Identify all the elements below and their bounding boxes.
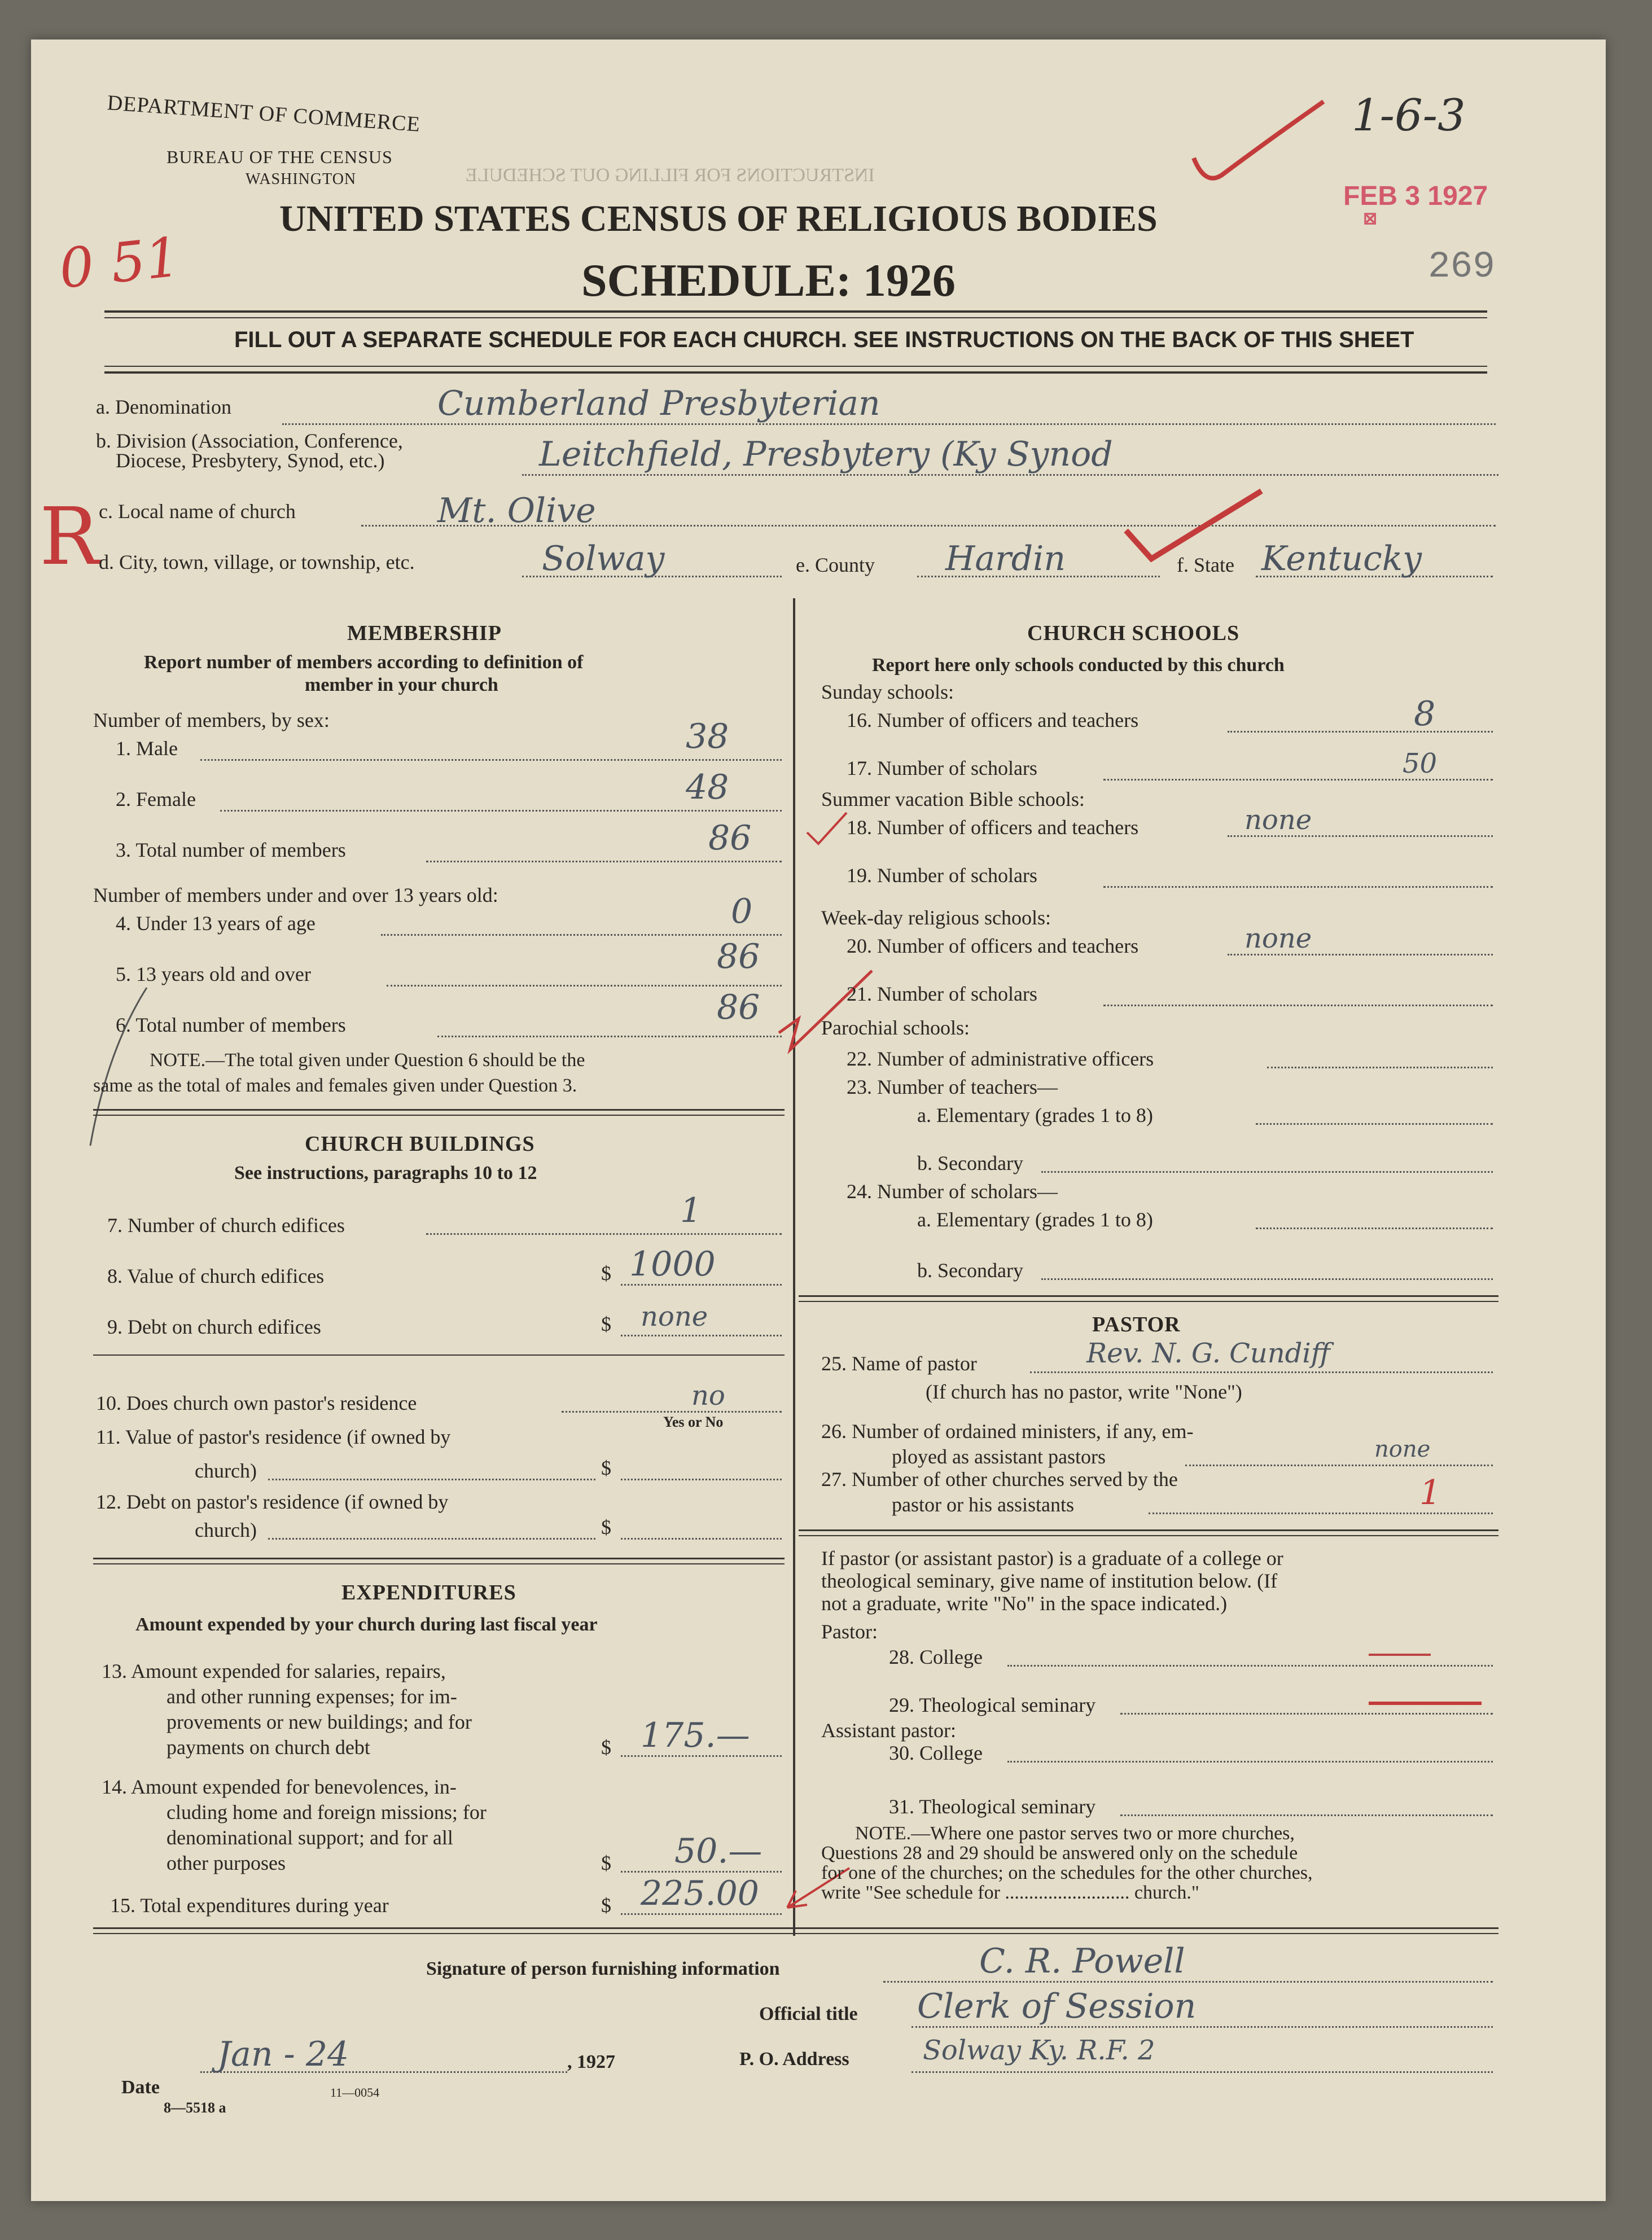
q11-label: 11. Value of pastor's residence (if owned by [96,1426,451,1448]
q27-value[interactable]: 1 [1419,1473,1441,1513]
date-value[interactable]: Jan - 24 [217,2035,349,2074]
membership-note-2: same as the total of males and females given under Question 3. [93,1075,577,1096]
red-checkmark-icon [1182,90,1329,186]
column-divider [793,598,795,1936]
fill-line [1007,1761,1493,1763]
q7-label: 7. Number of church edifices [107,1214,345,1237]
q25-hint: (If church has no pastor, write "None") [926,1380,1242,1403]
fill-line [220,810,782,812]
rule [799,1295,1498,1297]
q20-value[interactable]: none [1245,923,1312,954]
q30-label: 30. College [889,1742,983,1764]
fill-line [426,1233,782,1235]
pastor-note-2: Questions 28 and 29 should be answered only on the schedule [821,1843,1298,1864]
q25-label: 25. Name of pastor [821,1352,977,1375]
address-label: P. O. Address [739,2049,849,2070]
q4-under13-value[interactable]: 0 [731,892,753,931]
fill-line [1228,731,1493,733]
fill-line [912,2026,1493,2028]
date-year: , 1927 [567,2051,615,2072]
reverse-show-through: INSTRUCTIONS FOR FILLING OUT SCHEDULE [466,165,875,186]
dept-line-1: DEPARTMENT OF COMMERCE [106,91,422,137]
instruction-banner: FILL OUT A SEPARATE SCHEDULE FOR EACH CHURCH. SEE INSTRUCTIONS ON THE BACK OF THIS SHEET [234,327,1414,352]
q17-value[interactable]: 50 [1403,748,1438,779]
dollar-sign: $ [601,1894,611,1917]
q16-label: 16. Number of officers and teachers [847,709,1139,731]
rule [799,1529,1498,1531]
pastor-heading: PASTOR [1092,1313,1181,1336]
date-label: Date [121,2077,160,2098]
fill-line [268,1479,595,1480]
q27-label: 27. Number of other churches served by the [821,1468,1178,1491]
expenditures-heading: EXPENDITURES [341,1581,516,1605]
q3-label: 3. Total number of members [116,839,346,861]
division-value[interactable]: Leitchfield, Presbytery (Ky Synod [539,435,1113,474]
q25-pastor-name[interactable]: Rev. N. G. Cundiff [1086,1338,1330,1369]
fill-line [1007,1665,1493,1667]
fill-line [1120,1713,1493,1715]
fill-line [621,1913,782,1915]
rule [104,310,1487,313]
dollar-sign: $ [601,1457,611,1479]
q18-value[interactable]: none [1245,804,1312,836]
fill-line [621,1755,782,1757]
rule [93,1558,785,1559]
q13-label-4: payments on church debt [166,1736,370,1759]
q12-label-2: church) [195,1519,257,1541]
q6-label: 6. Total number of members [116,1014,346,1036]
census-schedule-sheet [31,40,1606,2201]
membership-intro-2: member in your church [305,674,498,695]
q14-label-4: other purposes [166,1852,286,1874]
pastor-subheading: Pastor: [821,1620,878,1643]
q1-male-value[interactable]: 38 [686,717,729,756]
dollar-sign: $ [601,1516,611,1538]
official-title-label: Official title [759,2004,858,2024]
fill-line [883,1981,1493,1983]
schools-intro: Report here only schools conducted by this church [872,655,1285,676]
buildings-intro: See instructions, paragraphs 10 to 12 [234,1163,537,1183]
graduate-note: If pastor (or assistant pastor) is a graduate of a college or [821,1547,1283,1570]
fill-line [621,1871,782,1873]
fill-line [1120,1814,1493,1816]
q26-label: 26. Number of ordained ministers, if any, em- [821,1420,1194,1443]
q20-label: 20. Number of officers and teachers [847,935,1139,957]
q22-label: 22. Number of administrative officers [847,1047,1154,1070]
q18-label: 18. Number of officers and teachers [847,816,1139,839]
q23-label: 23. Number of teachers— [847,1076,1058,1098]
fill-line [381,934,782,936]
state-label: f. State [1177,554,1234,576]
red-tick-icon [804,810,849,849]
q2-female-value[interactable]: 48 [686,768,729,807]
received-date-stamp: FEB 3 1927 [1343,181,1488,211]
q5-over13-value[interactable]: 86 [717,937,760,976]
fill-line [621,1538,782,1540]
yes-no-hint: Yes or No [663,1414,724,1430]
strike-mark [1369,1702,1482,1705]
schools-heading: CHURCH SCHOOLS [1027,621,1240,645]
filing-number: 269 [1428,246,1495,288]
rule [104,317,1487,318]
q13-label: 13. Amount expended for salaries, repairs, [102,1660,446,1682]
fill-line [426,861,782,862]
hand-code-left: 0 51 [56,225,183,301]
age-intro: Number of members under and over 13 years old: [93,884,498,906]
fill-line [1041,1278,1493,1280]
denomination-value[interactable]: Cumberland Presbyterian [437,384,880,423]
q19-label: 19. Number of scholars [847,864,1037,887]
fill-line [1256,1228,1493,1229]
dept-line-3: WASHINGTON [246,170,357,188]
q1-label: 1. Male [116,737,178,760]
stamp-mark: ⊠ [1363,209,1378,228]
q10-value[interactable]: no [691,1380,725,1411]
pastor-note: NOTE.—Where one pastor serves two or more churches, [855,1823,1295,1844]
q4-label: 4. Under 13 years of age [116,912,315,935]
rule [799,1535,1498,1536]
division-label-2: Diocese, Presbytery, Synod, etc.) [116,449,385,472]
pastor-note-4: write "See schedule for .......................... church." [821,1882,1199,1903]
print-number: 11—0054 [330,2085,380,2099]
dept-line-2: BUREAU OF THE CENSUS [166,147,393,167]
fill-line [1030,1371,1493,1373]
pencil-bracket-mark [85,982,152,1151]
q31-label: 31. Theological seminary [889,1795,1096,1818]
q12-label: 12. Debt on pastor's residence (if owned by [96,1491,449,1513]
graduate-note-3: not a graduate, write "No" in the space indicated.) [821,1592,1228,1615]
q21-label: 21. Number of scholars [847,983,1037,1005]
q16-value[interactable]: 8 [1414,694,1436,734]
city-label: d. City, town, village, or township, etc. [99,551,415,573]
by-sex-label: Number of members, by sex: [93,709,330,731]
q8-label: 8. Value of church edifices [107,1265,325,1287]
rule [93,1927,1498,1929]
q29-label: 29. Theological seminary [889,1694,1096,1716]
q13-value[interactable]: 175.— [641,1716,750,1755]
dollar-sign: $ [601,1262,611,1285]
q27-label-2: pastor or his assistants [892,1493,1074,1516]
q26-label-2: ployed as assistant pastors [892,1445,1106,1468]
rule [93,1354,785,1356]
fill-line [268,1538,595,1540]
fill-line [621,1284,782,1286]
form-number: 8—5518 a [164,2099,226,2116]
division-label: b. Division (Association, Conference, [96,429,403,452]
address-value[interactable]: Solway Ky. R.F. 2 [923,2035,1155,2066]
q15-value[interactable]: 225.00 [641,1874,759,1913]
denomination-label: a. Denomination [96,396,231,418]
q24a-label: a. Elementary (grades 1 to 8) [917,1208,1153,1231]
parochial-heading: Parochial schools: [821,1016,970,1039]
fill-line [522,474,1498,476]
strike-mark [1369,1654,1431,1656]
fill-line [387,985,782,987]
q23b-label: b. Secondary [917,1152,1023,1174]
fill-line [912,2071,1493,2073]
q7-edifices-value[interactable]: 1 [680,1191,702,1230]
q6-total-value[interactable]: 86 [717,988,760,1027]
membership-heading: MEMBERSHIP [347,621,502,645]
pastor-note-3: for one of the churches; on the schedules for the other churches, [821,1862,1313,1883]
rule [93,1933,1498,1934]
form-title: UNITED STATES CENSUS OF RELIGIOUS BODIES [279,198,1158,239]
q8-value[interactable]: 1000 [629,1244,716,1284]
fill-line [282,423,1496,425]
vacation-heading: Summer vacation Bible schools: [821,788,1085,810]
q9-value[interactable]: none [641,1301,708,1332]
fill-line [1103,886,1493,888]
fill-line [1185,1465,1493,1466]
rule [93,1563,785,1564]
membership-intro: Report number of members according to definition of [144,652,584,673]
fill-line [1256,1123,1493,1125]
fill-line [621,1335,782,1336]
weekday-heading: Week-day religious schools: [821,906,1051,929]
q23a-label: a. Elementary (grades 1 to 8) [917,1104,1153,1126]
fill-line [1103,1005,1493,1006]
q5-label: 5. 13 years old and over [116,963,311,985]
expenditures-intro: Amount expended by your church during last fiscal year [135,1614,598,1635]
q3-total-value[interactable]: 86 [708,818,752,858]
red-checkmark-icon [776,965,878,1055]
q14-label-3: denominational support; and for all [166,1826,453,1849]
local-name-value[interactable]: Mt. Olive [437,491,596,531]
q14-label: 14. Amount expended for benevolences, in- [102,1776,457,1798]
hand-code-top: 1-6-3 [1352,90,1466,141]
rule [799,1301,1498,1302]
graduate-note-2: theological seminary, give name of institution below. (If [821,1570,1278,1592]
fill-line [200,759,782,761]
red-checkmark-icon [1120,485,1267,570]
county-label: e. County [796,554,875,576]
rule [93,1109,785,1111]
dollar-sign: $ [601,1313,611,1335]
q2-label: 2. Female [116,788,196,810]
assistant-subheading: Assistant pastor: [821,1719,956,1742]
fill-line [1041,1171,1493,1173]
rule [104,371,1487,374]
q13-label-2: and other running expenses; for im- [166,1685,457,1708]
q14-value[interactable]: 50.— [674,1831,763,1871]
hand-mark-left: R [40,491,99,583]
dollar-sign: $ [601,1852,611,1874]
q28-label: 28. College [889,1646,983,1668]
q26-value[interactable]: none [1374,1436,1431,1462]
rule [93,1115,785,1116]
signature-label: Signature of person furnishing information [426,1958,780,1979]
membership-note: NOTE.—The total given under Question 6 should be the [150,1050,585,1071]
q24-label: 24. Number of scholars— [847,1180,1058,1203]
city-value[interactable]: Solway [542,539,665,578]
q15-label: 15. Total expenditures during year [110,1894,389,1917]
local-name-label: c. Local name of church [99,500,296,523]
official-title-value[interactable]: Clerk of Session [917,1987,1197,2026]
state-value[interactable]: Kentucky [1261,539,1422,578]
fill-line [437,1036,782,1037]
q10-label: 10. Does church own pastor's residence [96,1392,417,1414]
fill-line [621,1479,782,1480]
q11-label-2: church) [195,1459,257,1482]
sunday-heading: Sunday schools: [821,681,954,703]
fill-line [562,1411,782,1413]
fill-line [1149,1513,1493,1514]
fill-line [1267,1067,1493,1068]
q14-label-2: cluding home and foreign missions; for [166,1801,487,1823]
signature-value[interactable]: C. R. Powell [979,1941,1185,1981]
q24b-label: b. Secondary [917,1259,1023,1282]
form-subtitle: SCHEDULE: 1926 [581,255,956,306]
q9-label: 9. Debt on church edifices [107,1316,321,1338]
q13-label-3: provements or new buildings; and for [166,1711,472,1733]
q17-label: 17. Number of scholars [847,757,1037,779]
buildings-heading: CHURCH BUILDINGS [305,1132,535,1156]
rule [104,366,1487,367]
county-value[interactable]: Hardin [945,539,1066,578]
dollar-sign: $ [601,1736,611,1759]
